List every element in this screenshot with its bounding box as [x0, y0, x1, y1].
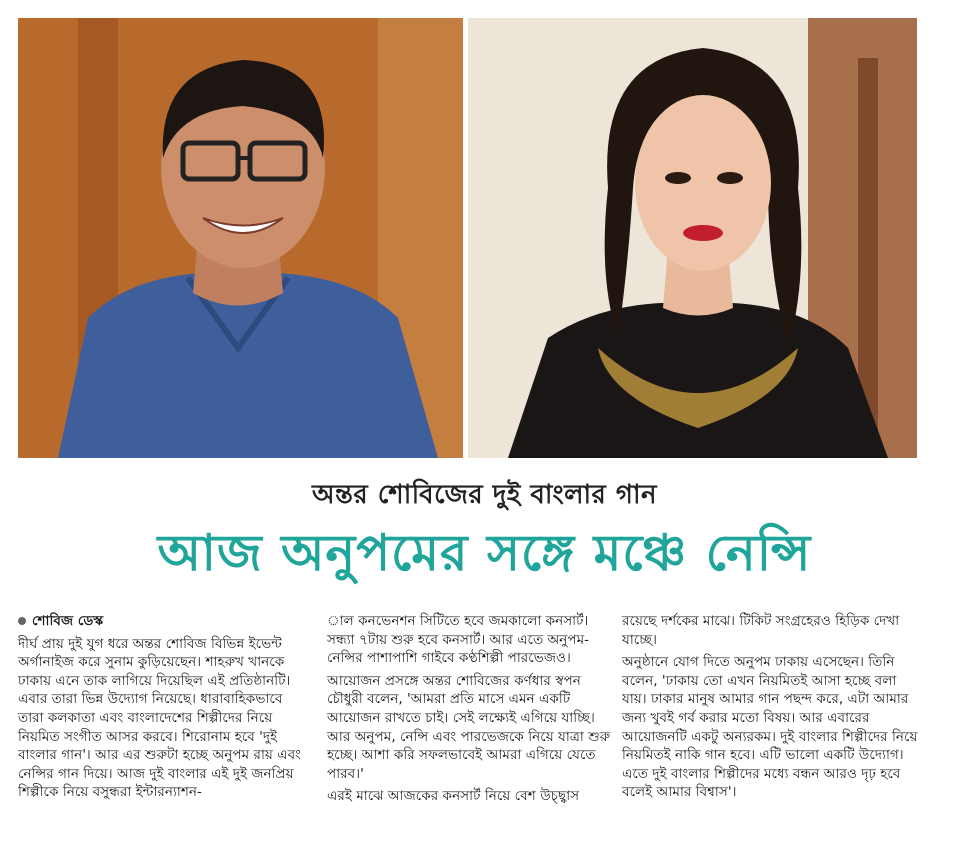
byline-text: শোবিজ ডেস্ক [32, 613, 104, 629]
paragraph: আয়োজন প্রসঙ্গে অন্তর শোবিজের কর্ণধার স্বপন চৌধুরী বলেন, 'আমরা প্রতি মাসে এমন একটি আয়োজন রাখতে চাই। সেই লক্ষ্যেই এগিয়ে যাচ্ছি। আর অনুপম, নেন্সি এবং পারভেজকে নিয়ে যাত্রা শুরু হচ্ছে। আশা করি সফলভাবেই আমরা এগিয়ে যেতে পারব।' [327, 672, 611, 782]
article-column-2 [327, 612, 611, 810]
bullet-icon [18, 617, 26, 625]
byline [18, 612, 308, 631]
photo-nancy [468, 18, 917, 458]
portrait-male-illustration [18, 18, 463, 458]
paragraph: অনুষ্ঠানে যোগ দিতে অনুপম ঢাকায় এসেছেন। তিনি বলেন, 'ঢাকায় তো এখন নিয়মিতই আসা হচ্ছে বলা যায়। ঢাকার মানুষ আমার গান পছন্দ করে, এটা আমার জন্য খুবই গর্ব করার মতো বিষয়। আর এবারের আয়োজনটি একটু অন্যরকম। দুই বাংলার শিল্পীদের নিয়ে নিয়মিতই নাকি গান হবে। এটি ভালো একটি উদ্যোগ। এতে দুই বাংলার শিল্পীদের মধ্যে বন্ধন আরও দৃঢ় হবে বলেই আমার বিশ্বাস'। [622, 654, 918, 801]
article-headline: আজ অনুপমের সঙ্গে মঞ্চে নেন্সি [157, 524, 812, 582]
photo-anupam [18, 18, 463, 458]
paragraph: রয়েছে দর্শকের মাঝে। টিকিট সংগ্রহেরও হিড়িক দেখা যাচ্ছে। [622, 613, 900, 648]
article-kicker: অন্তর শোবিজের দুই বাংলার গান [311, 480, 658, 510]
paragraph: দীর্ঘ প্রায় দুই যুগ ধরে অন্তর শোবিজ বিভিন্ন ইভেন্ট অর্গানাইজ করে সুনাম কুড়িয়েছেন। শাহরুখ খানকে ঢাকায় এনে তাক লাগিয়ে দিয়েছিল এই প্রতিষ্ঠানটি। এবার তারা ভিন্ন উদ্যোগ নিয়েছে। ধারাবাহিকভাবে তারা কলকাতা এবং বাংলাদেশের শিল্পীদের নিয়ে নিয়মিত সংগীত আসর করবে। শিরোনাম হবে 'দুই বাংলার গান'। আর এর শুরুটা হচ্ছে অনুপম রায় এবং নেন্সির গান দিয়ে। আজ দুই বাংলার এই দুই জনপ্রিয় শিল্পীকে নিয়ে বসুন্ধরা ইন্টারন্যাশন- [18, 635, 301, 801]
portrait-female-illustration [468, 18, 917, 458]
paragraph: এরই মাঝে আজকের কনসার্ট নিয়ে বেশ উচ্ছ্বাস [327, 788, 580, 805]
article-column-3 [622, 612, 922, 806]
paragraph: াল কনভেনশন সিটিতে হবে জমকালো কনসার্ট। সন্ধ্যা ৭টায় শুরু হবে কনসার্ট। আর এতে অনুপম-নেন্সির পাশাপাশি গাইবে কণ্ঠশিল্পী পারভেজও। [327, 613, 590, 667]
article-column-1 [18, 612, 308, 806]
